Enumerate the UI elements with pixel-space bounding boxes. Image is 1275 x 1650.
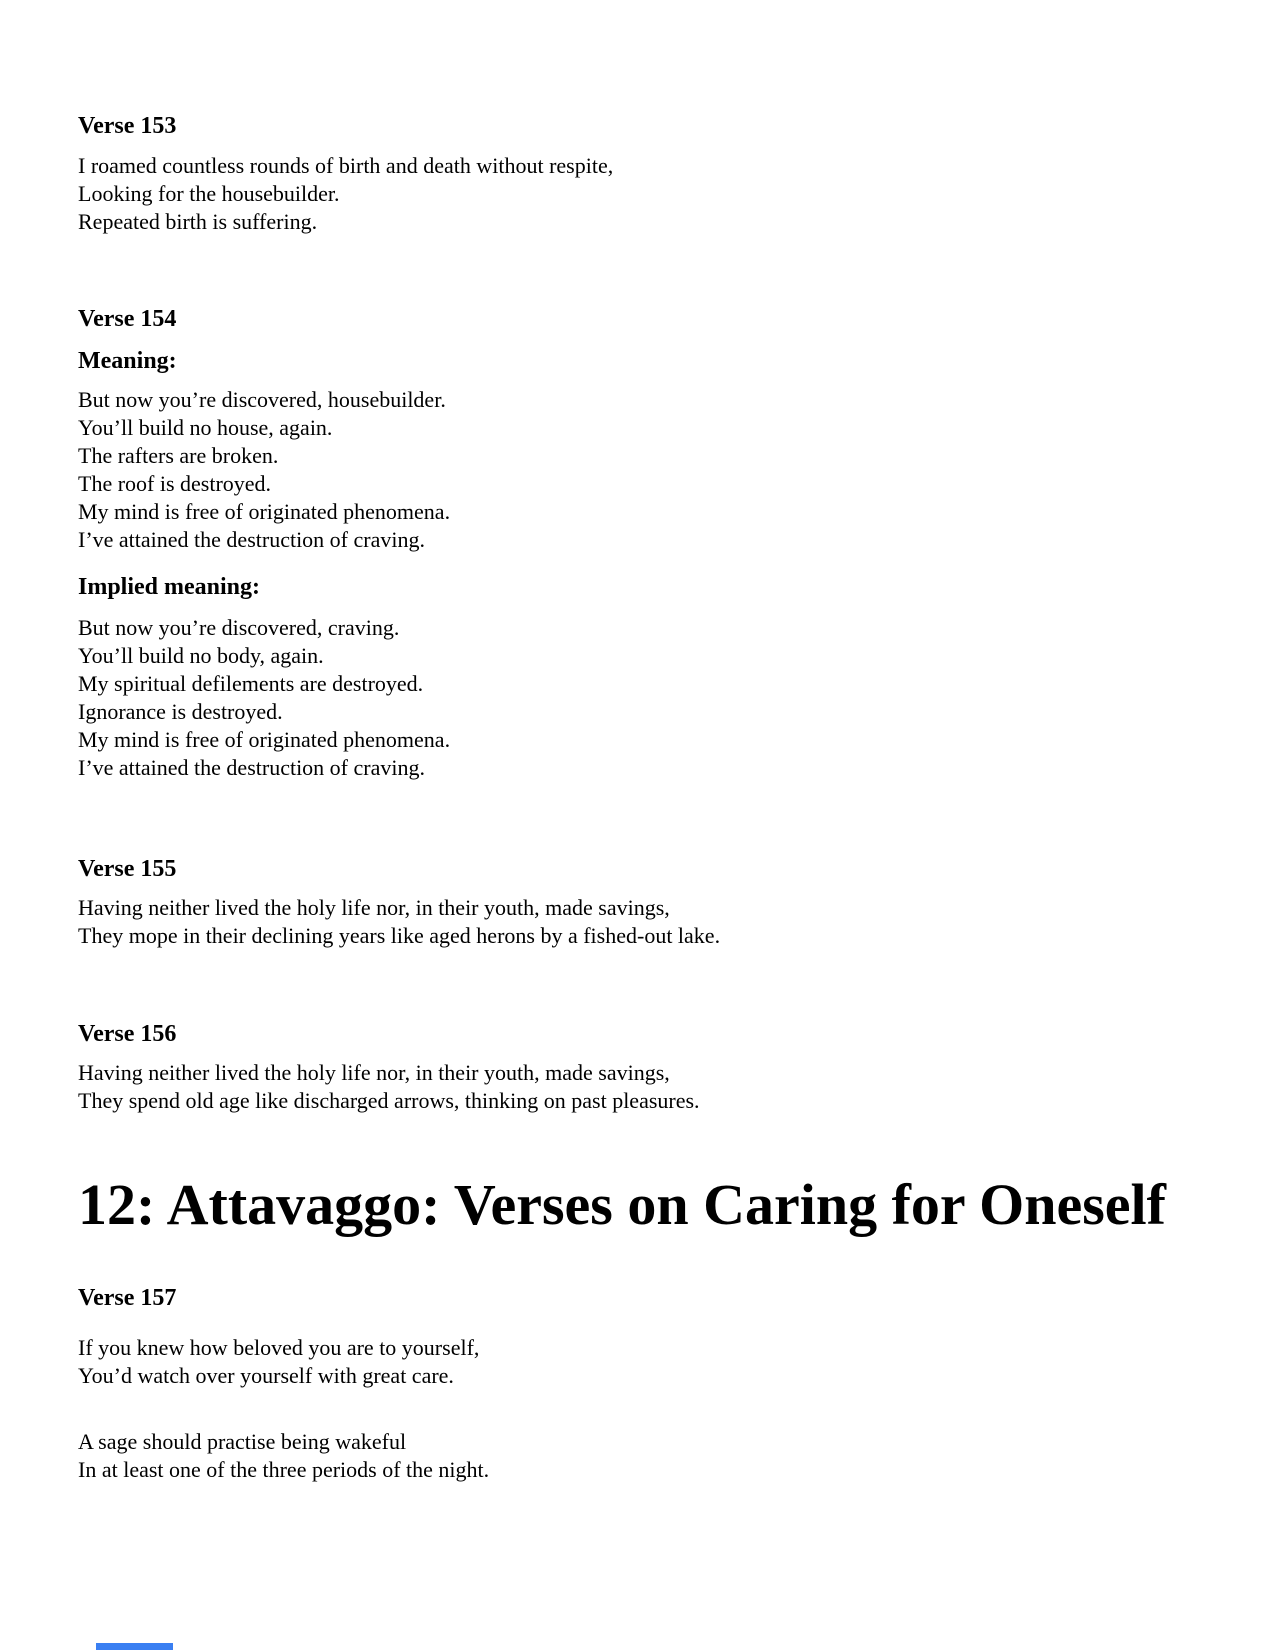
verse-line: If you knew how beloved you are to yourself, [78,1335,480,1360]
implied-meaning-label: Implied meaning: [78,574,261,600]
verse-line: They spend old age like discharged arrows, thinking on past pleasures. [78,1088,700,1113]
verse-line: I roamed countless rounds of birth and death without respite, [78,153,614,178]
verse-line: But now you’re discovered, housebuilder. [78,387,446,412]
verse-line: I’ve attained the destruction of craving. [78,755,425,780]
verse-153-text [78,152,1215,236]
verse-line: They mope in their declining years like aged herons by a fished-out lake. [78,923,721,948]
verse-156-text [78,1059,1215,1115]
verse-155-heading: Verse 155 [78,856,177,882]
verse-157-heading: Verse 157 [78,1285,177,1311]
verse-line: The rafters are broken. [78,443,279,468]
verse-line: Having neither lived the holy life nor, in their youth, made savings, [78,1060,670,1085]
verse-line: I’ve attained the destruction of craving. [78,527,425,552]
meaning-label: Meaning: [78,348,177,374]
verse-line: Repeated birth is suffering. [78,209,318,234]
verse-line: You’d watch over yourself with great care. [78,1363,454,1388]
verse-line: Ignorance is destroyed. [78,699,283,724]
verse-line: You’ll build no body, again. [78,643,324,668]
verse-154-implied-text [78,614,1215,782]
verse-154-meaning-text [78,386,1215,554]
verse-line: My mind is free of originated phenomena. [78,727,451,752]
verse-line: Looking for the housebuilder. [78,181,340,206]
page-bottom-highlight-bar [96,1643,173,1650]
verse-line: In at least one of the three periods of the night. [78,1457,490,1482]
verse-line: But now you’re discovered, craving. [78,615,400,640]
chapter-12-title: 12: Attavaggo: Verses on Caring for Oneself [78,1172,1166,1237]
verse-line: My spiritual defilements are destroyed. [78,671,424,696]
verse-157-stanza-2 [78,1428,1215,1484]
verse-line: The roof is destroyed. [78,471,272,496]
verse-157-stanza-1 [78,1334,1215,1390]
verse-154-heading: Verse 154 [78,306,177,332]
verse-line: Having neither lived the holy life nor, in their youth, made savings, [78,895,670,920]
verse-line: My mind is free of originated phenomena. [78,499,451,524]
verse-155-text [78,894,1215,950]
verse-line: A sage should practise being wakeful [78,1429,407,1454]
verse-153-heading: Verse 153 [78,113,177,139]
verse-line: You’ll build no house, again. [78,415,333,440]
verse-156-heading: Verse 156 [78,1021,177,1047]
